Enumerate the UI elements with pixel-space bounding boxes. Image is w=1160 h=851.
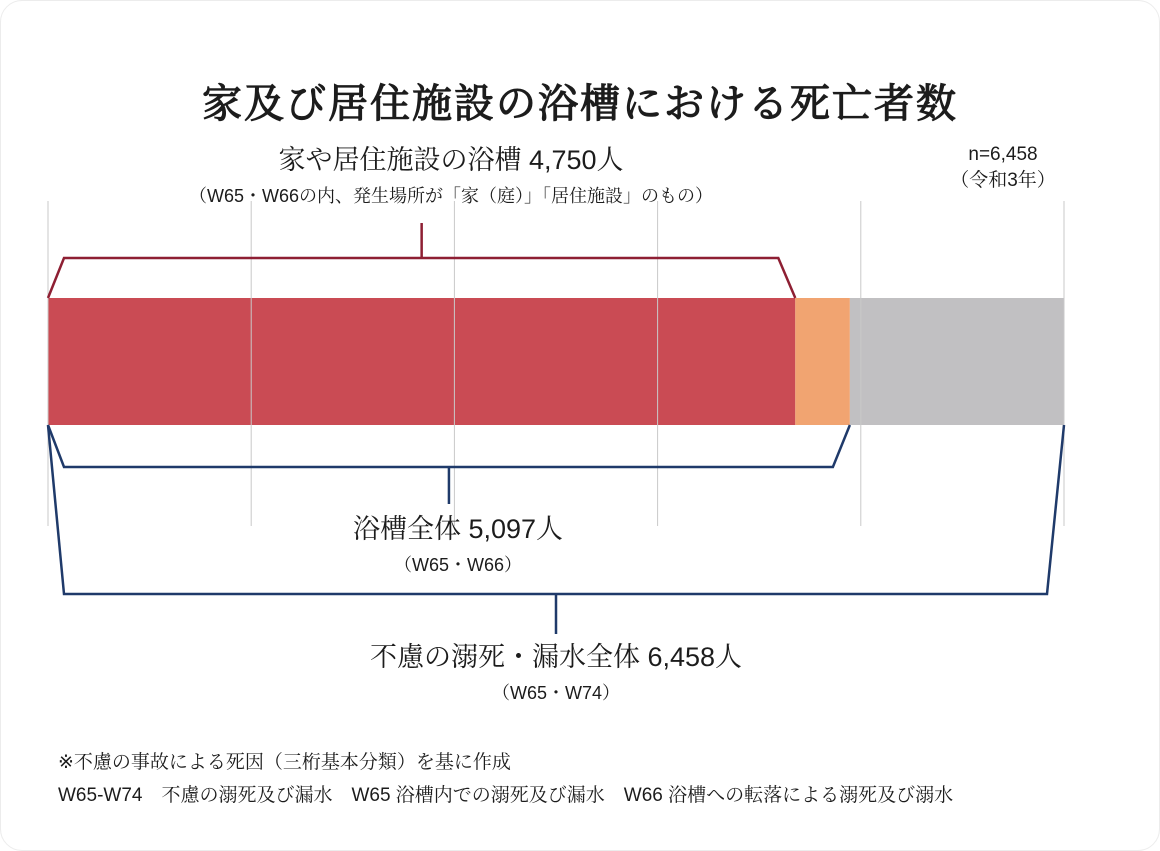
bracket-home-bath — [48, 223, 795, 298]
overall-sublabel: （W65・W74） — [491, 683, 621, 703]
bar-segment-home-bath — [48, 298, 795, 425]
annotation-overall — [370, 635, 742, 705]
bar-segment-other-drowning — [850, 298, 1064, 425]
footnote-codes: W65-W74 不慮の溺死及び漏水 W65 浴槽内での溺死及び漏水 W66 浴槽への転落による溺死及び溺水 — [58, 784, 954, 806]
overall-label: 不慮の溺死・漏水全体 6,458人 — [369, 642, 743, 672]
sample-size-year: （令和3年） — [950, 170, 1056, 192]
footnote-source: ※不慮の事故による死因（三桁基本分類）を基に作成 — [58, 752, 511, 773]
home-bath-sublabel: （W65・W66の内、発生場所が「家（庭）」「居住施設」のもの） — [188, 186, 714, 206]
bracket-bath-total — [48, 425, 850, 504]
bath-total-label: 浴槽全体 5,097人 — [352, 514, 564, 544]
sample-size-value: n=6,458 — [968, 144, 1038, 165]
bath-total-sublabel: （W65・W66） — [393, 555, 523, 575]
sample-size-note — [950, 142, 1056, 194]
chart-title: 家及び居住施設の浴槽における死亡者数 — [202, 81, 958, 126]
home-bath-label: 家や居住施設の浴槽 4,750人 — [278, 145, 624, 175]
annotation-home-bath — [189, 138, 713, 208]
bar-segment-other-bath — [795, 298, 850, 425]
annotation-bath-total — [353, 507, 563, 577]
footnotes — [58, 747, 953, 812]
